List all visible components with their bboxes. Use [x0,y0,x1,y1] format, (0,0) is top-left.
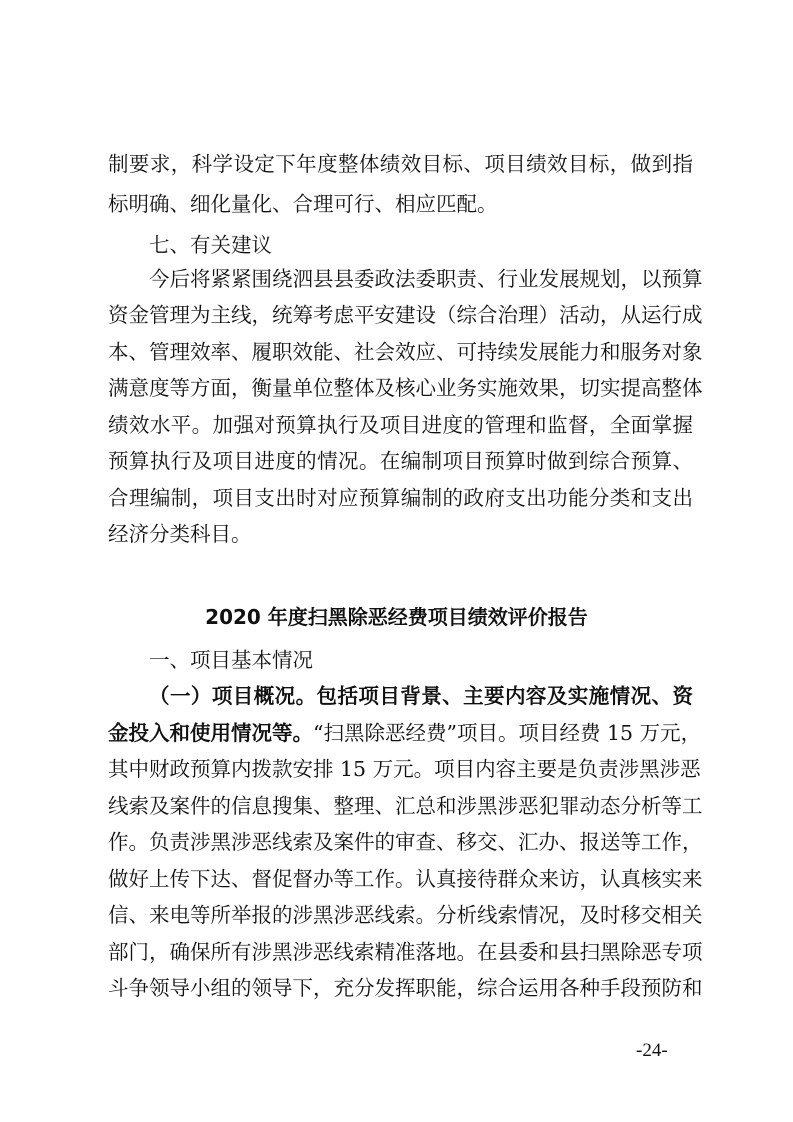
body-text-line: 今后将紧紧围绕泗县县委政法委职责、行业发展规划，以预算 [149,267,703,291]
body-text-line: 绩效水平。加强对预算执行及项目进度的管理和监督，全面掌握 [108,413,693,437]
subsection-heading: （一）项目概况。包括项目背景、主要内容及实施情况、资 [149,684,693,708]
subsection-heading-continued: 金投入和使用情况等。 [108,721,313,745]
body-text-line: 作。负责涉黑涉恶线索及案件的审查、移交、汇办、报送等工作， [108,830,703,854]
body-text-line: 斗争领导小组的领导下，充分发挥职能，综合运用各种手段预防和 [108,976,703,1000]
body-text-line: 做好上传下达、督促督办等工作。认真接待群众来访，认真核实来 [108,867,703,891]
body-text-line: 制要求，科学设定下年度整体绩效目标、项目绩效目标，做到指 [108,152,693,176]
section-heading: 一、项目基本情况 [149,648,313,672]
body-text-line [108,721,702,745]
body-text-line: 资金管理为主线，统筹考虑平安建设（综合治理）活动，从运行成 [108,303,703,327]
body-text-line: 其中财政预算内拨款安排 15 万元。项目内容主要是负责涉黑涉恶 [108,757,701,781]
body-text-span: “扫黑除恶经费”项目。项目经费 15 万元， [313,721,702,745]
body-text-line: 部门，确保所有涉黑涉恶线索精准落地。在县委和县扫黑除恶专项 [108,940,703,964]
report-title: 2020 年度扫黑除恶经费项目绩效评价报告 [205,605,588,629]
body-text-line: 线索及案件的信息搜集、整理、汇总和涉黑涉恶犯罪动态分析等工 [108,794,703,818]
body-text-line: 标明确、细化量化、合理可行、相应匹配。 [108,192,498,216]
body-text-line: 满意度等方面，衡量单位整体及核心业务实施效果，切实提高整体 [108,376,703,400]
body-text-line: 合理编制，项目支出时对应预算编制的政府支出功能分类和支出 [108,486,693,510]
body-text-line: 经济分类科目。 [108,522,252,546]
body-text-line: 本、管理效率、履职效能、社会效应、可持续发展能力和服务对象 [108,340,703,364]
page-number: -24- [636,1040,668,1061]
body-text-line: 信、来电等所举报的涉黑涉恶线索。分析线索情况，及时移交相关 [108,903,703,927]
body-text-line: 预算执行及项目进度的情况。在编制项目预算时做到综合预算、 [108,449,693,473]
section-heading: 七、有关建议 [149,233,272,257]
